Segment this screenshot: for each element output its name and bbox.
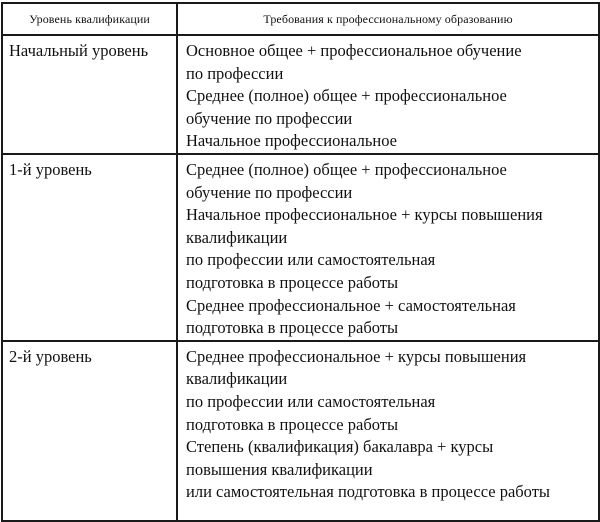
requirement-line: квалификации (186, 369, 288, 389)
requirement-line: Среднее профессиональное + самостоятельная (186, 295, 516, 315)
requirements-cell (177, 35, 599, 154)
requirement-line: Степень (квалификация) бакалавра + курсы (186, 437, 494, 457)
requirement-line: по профессии или самостоятельная (186, 250, 436, 270)
requirement-line: Основное общее + профессиональное обучение (186, 41, 522, 60)
level-cell: 2-й уровень (2, 341, 177, 521)
requirement-line: квалификации (186, 227, 288, 247)
table-row (2, 341, 599, 521)
header-row (2, 3, 599, 35)
requirement-line: подготовка в процессе работы (186, 318, 399, 338)
table-row (2, 35, 599, 154)
header-qualification-level: Уровень квалификации (2, 3, 177, 35)
table-header (2, 3, 599, 35)
requirement-line: обучение по профессии (186, 182, 353, 202)
table-row (2, 154, 599, 341)
requirement-line: Начальное профессиональное (186, 131, 397, 151)
requirement-line: повышения квалификации (186, 459, 373, 479)
requirement-line: или самостоятельная подготовка в процессе работы (186, 482, 551, 502)
level-cell: Начальный уровень (2, 35, 177, 154)
requirement-line: подготовка в процессе работы (186, 414, 399, 434)
level-cell: 1-й уровень (2, 154, 177, 341)
requirement-line: подготовка в процессе работы (186, 272, 399, 292)
requirements-cell (177, 341, 599, 521)
requirement-line: Среднее профессиональное + курсы повышения (186, 346, 527, 366)
header-education-requirements: Требования к профессиональному образованию (177, 3, 599, 35)
table-body (2, 35, 599, 521)
requirement-line: по профессии или самостоятельная (186, 391, 436, 411)
requirements-cell (177, 154, 599, 341)
requirement-line: Начальное профессиональное + курсы повышения (186, 205, 543, 225)
requirement-line: Среднее (полное) общее + профессиональное (186, 86, 507, 106)
requirement-line: по профессии (186, 63, 284, 83)
requirement-line: обучение по профессии (186, 108, 353, 128)
requirement-line: Среднее (полное) общее + профессиональное (186, 159, 507, 179)
qualification-table (1, 2, 600, 522)
